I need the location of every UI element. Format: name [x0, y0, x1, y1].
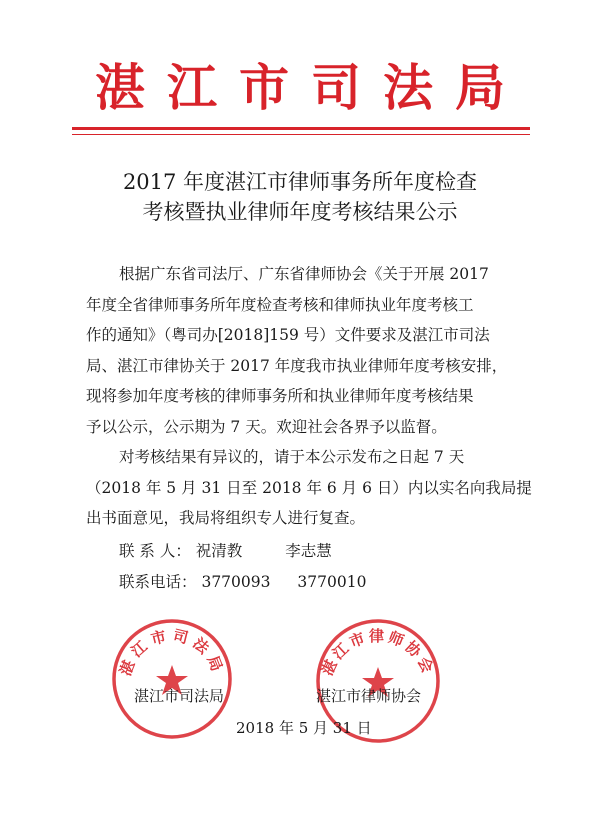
paragraph-line: 现将参加年度考核的律师事务所和执业律师年度考核结果	[86, 387, 474, 405]
contact-person-2: 李志慧	[285, 542, 332, 560]
paragraph-line: 对考核结果有异议的，请于本公示发布之日起 7 天	[119, 448, 465, 466]
paragraph-2	[86, 442, 532, 534]
paragraph-line: 根据广东省司法厅、广东省律师协会《关于开展 2017	[119, 265, 489, 283]
paragraph-line: 年度全省律师事务所年度检查考核和律师执业年度考核工	[86, 295, 474, 314]
signature-lawyers-association: 湛江市律师协会	[316, 687, 422, 705]
contact-phone-row	[119, 568, 366, 596]
seal-2-text: 湛江市律师协会	[318, 627, 438, 679]
signature-justice-bureau: 湛江市司法局	[134, 687, 225, 705]
letterhead-rule-thin	[72, 134, 530, 135]
contact-phone-label: 联系电话：	[119, 573, 197, 591]
paragraph-line: 作的通知》（粤司办[2018]159 号）文件要求及湛江市司法	[86, 326, 490, 344]
paragraph-line: 出书面意见，我局将组织专人进行复查。	[86, 509, 366, 527]
letterhead-title: 湛江市司法局	[95, 58, 527, 117]
letterhead-rule-thick	[72, 127, 530, 130]
document-title-line-1: 2017 年度湛江市律师事务所年度检查	[122, 170, 478, 194]
signature-date: 2018 年 5 月 31 日	[236, 719, 372, 737]
contact-phone-2: 3770010	[297, 573, 367, 591]
seal-1-text: 湛江市司法局	[116, 626, 228, 679]
document-title-line-2: 考核暨执业律师年度考核结果公示	[142, 200, 458, 224]
contact-person-row	[119, 537, 332, 565]
paragraph-line: 局、湛江市律协关于 2017 年度我市执业律师年度考核安排，	[86, 356, 508, 375]
contact-phone-1: 3770093	[201, 573, 271, 591]
justice-bureau-seal-icon	[110, 617, 234, 741]
paragraph-1	[86, 259, 524, 442]
paragraph-line: （2018 年 5 月 31 日至 2018 年 6 月 6 日）内以实名向我局提	[86, 478, 532, 497]
contact-person-label: 联 系 人：	[119, 542, 191, 560]
paragraph-line: 予以公示，公示期为 7 天。欢迎社会各界予以监督。	[86, 417, 447, 436]
contact-person-1: 祝清教	[195, 542, 243, 560]
